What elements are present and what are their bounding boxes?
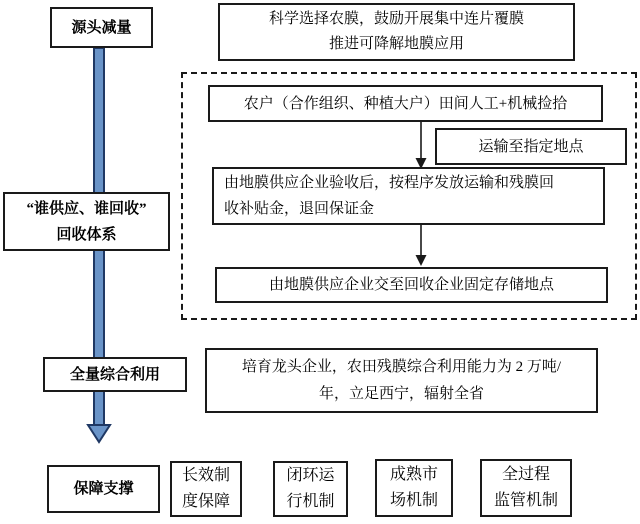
subsidy-line2: 收补贴金，退回保证金 bbox=[224, 201, 375, 217]
support-box-institution bbox=[170, 461, 242, 517]
support-label bbox=[47, 465, 160, 513]
source-reduction-text: 源头减量 bbox=[71, 19, 132, 36]
support-box-institution-line1: 长效制 bbox=[181, 467, 230, 484]
utilization-capacity-line1: 培育龙头企业，农田残膜综合利用能力为 2 万吨/ bbox=[241, 358, 562, 375]
step2-down-arrow-icon bbox=[413, 225, 429, 267]
fixed-storage-box bbox=[215, 267, 608, 303]
support-box-supervision-line1: 全过程 bbox=[501, 466, 550, 483]
source-reduction-label bbox=[50, 7, 153, 48]
transport-destination-text: 运输至指定地点 bbox=[478, 138, 584, 155]
recycling-system-label bbox=[3, 192, 170, 251]
transport-destination-box bbox=[435, 128, 627, 165]
utilization-label-text: 全量综合利用 bbox=[69, 366, 160, 383]
subsidy-line1: 由地膜供应企业验收后，按程序发放运输和残膜回 bbox=[224, 175, 555, 191]
support-box-market bbox=[375, 459, 453, 517]
support-box-closedloop-line2: 行机制 bbox=[286, 493, 335, 510]
subsidy-acceptance-box bbox=[212, 167, 605, 225]
film-selection-line1: 科学选择农膜，鼓励开展集中连片覆膜 bbox=[268, 11, 524, 27]
support-box-supervision bbox=[480, 459, 572, 517]
support-box-closedloop bbox=[273, 461, 348, 517]
support-box-closedloop-line1: 闭环运 bbox=[286, 467, 335, 484]
utilization-capacity-box bbox=[205, 348, 598, 413]
support-box-market-line1: 成熟市 bbox=[389, 466, 438, 483]
utilization-capacity-line2: 年，立足西宁，辐射全省 bbox=[318, 385, 484, 402]
utilization-label bbox=[43, 357, 187, 392]
farmer-pickup-text: 农户（合作组织、种植大户）田间人工+机械捡拾 bbox=[243, 95, 568, 112]
recycling-system-line2: 回收体系 bbox=[56, 226, 117, 243]
step1-down-arrow-icon bbox=[413, 122, 429, 170]
support-box-market-line2: 场机制 bbox=[389, 492, 438, 509]
support-label-text: 保障支撑 bbox=[73, 481, 134, 497]
film-selection-box bbox=[218, 3, 575, 61]
film-selection-line2: 推进可降解地膜应用 bbox=[328, 36, 464, 52]
recycling-system-line1: “谁供应、谁回收” bbox=[26, 200, 147, 217]
support-box-supervision-line2: 监管机制 bbox=[493, 492, 558, 509]
support-box-institution-line2: 度保障 bbox=[181, 493, 230, 510]
fixed-storage-text: 由地膜供应企业交至回收企业固定存储地点 bbox=[268, 277, 554, 293]
farmer-pickup-box bbox=[208, 85, 603, 122]
